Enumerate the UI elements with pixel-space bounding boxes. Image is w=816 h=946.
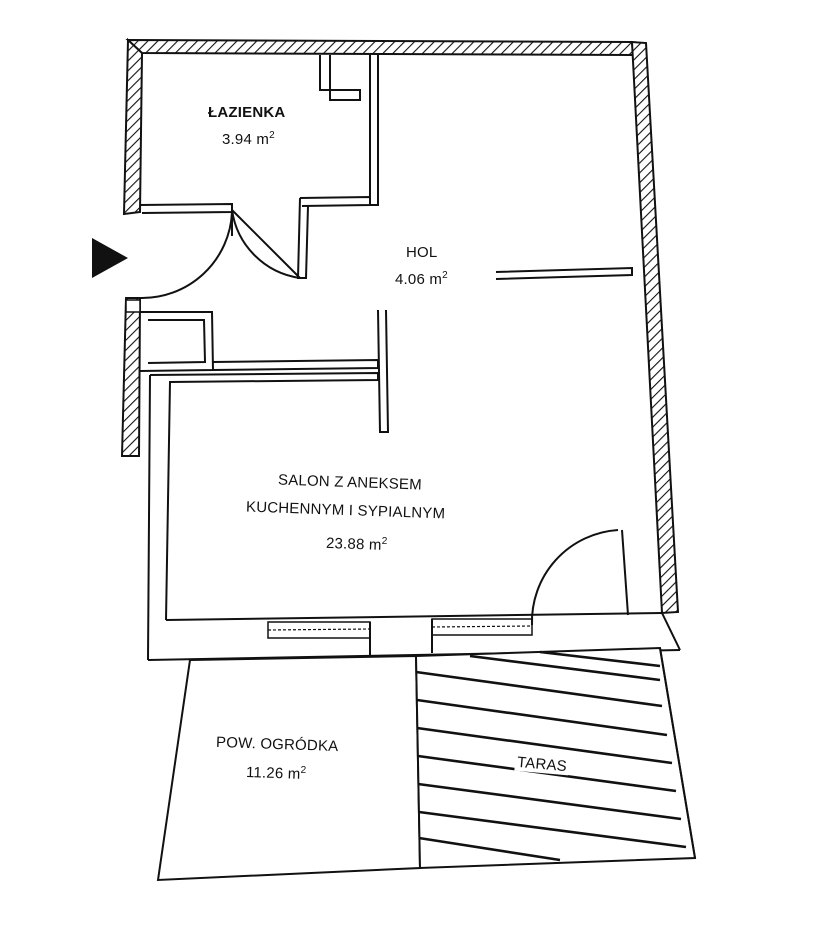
room-name-salon-line2: KUCHENNYM I SYPIALNYM	[245, 498, 446, 523]
bathroom-wall-bottom-left	[140, 204, 232, 213]
area-unit-sup-ogrodek: 2	[300, 764, 307, 777]
room-area-salon	[326, 534, 388, 554]
area-value-hol: 4.06 m	[395, 271, 443, 288]
salon-wall-inner-left	[150, 373, 378, 620]
area-value-lazienka: 3.94 m	[222, 131, 270, 148]
hall-wall-stub	[298, 198, 308, 278]
ventilation-shaft	[320, 55, 360, 100]
window-right	[432, 619, 532, 635]
right-inner-wall	[662, 613, 680, 650]
area-unit-sup-salon: 2	[381, 535, 388, 548]
entrance-arrow-icon	[92, 238, 128, 278]
room-name-salon-line1: SALON Z ANEKSEM	[277, 471, 423, 494]
entrance-door-swing	[140, 212, 232, 298]
salon-wall-left-outer	[148, 375, 150, 660]
room-area-lazienka	[222, 130, 275, 148]
salon-wall-bottom-inner	[166, 613, 662, 620]
room-name-lazienka: ŁAZIENKA	[208, 104, 286, 121]
wall-left-lower-cap	[126, 300, 140, 312]
salon-wall-top	[213, 360, 378, 370]
doors	[140, 210, 628, 625]
room-area-hol	[395, 270, 448, 288]
wall-left-upper	[124, 40, 142, 214]
room-name-hol: HOL	[406, 244, 438, 261]
bathroom-wall-bottom-right	[300, 197, 370, 206]
room-name-taras: TARAS	[516, 753, 568, 776]
area-value-salon: 23.88 m	[325, 534, 382, 554]
area-value-ogrodek: 11.26 m	[245, 763, 301, 783]
bathroom-door-leaf	[232, 210, 300, 278]
interior-walls	[140, 55, 680, 660]
area-unit-sup-lazienka: 2	[269, 130, 275, 141]
balcony-door-leaf	[622, 530, 628, 615]
area-unit-sup-hol: 2	[442, 270, 448, 281]
closet-box-inner	[148, 320, 205, 363]
room-name-ogrodek: POW. OGRÓDKA	[215, 733, 339, 756]
wall-right	[632, 42, 678, 613]
hall-wall-vertical	[378, 310, 388, 432]
hall-wall-right-stub	[496, 268, 632, 279]
bathroom-wall-right	[370, 55, 378, 205]
exterior-walls	[122, 40, 678, 613]
room-area-ogrodek	[246, 763, 307, 783]
wall-left-lower	[122, 298, 140, 456]
wall-top	[128, 40, 633, 55]
balcony-door-swing	[532, 530, 618, 625]
